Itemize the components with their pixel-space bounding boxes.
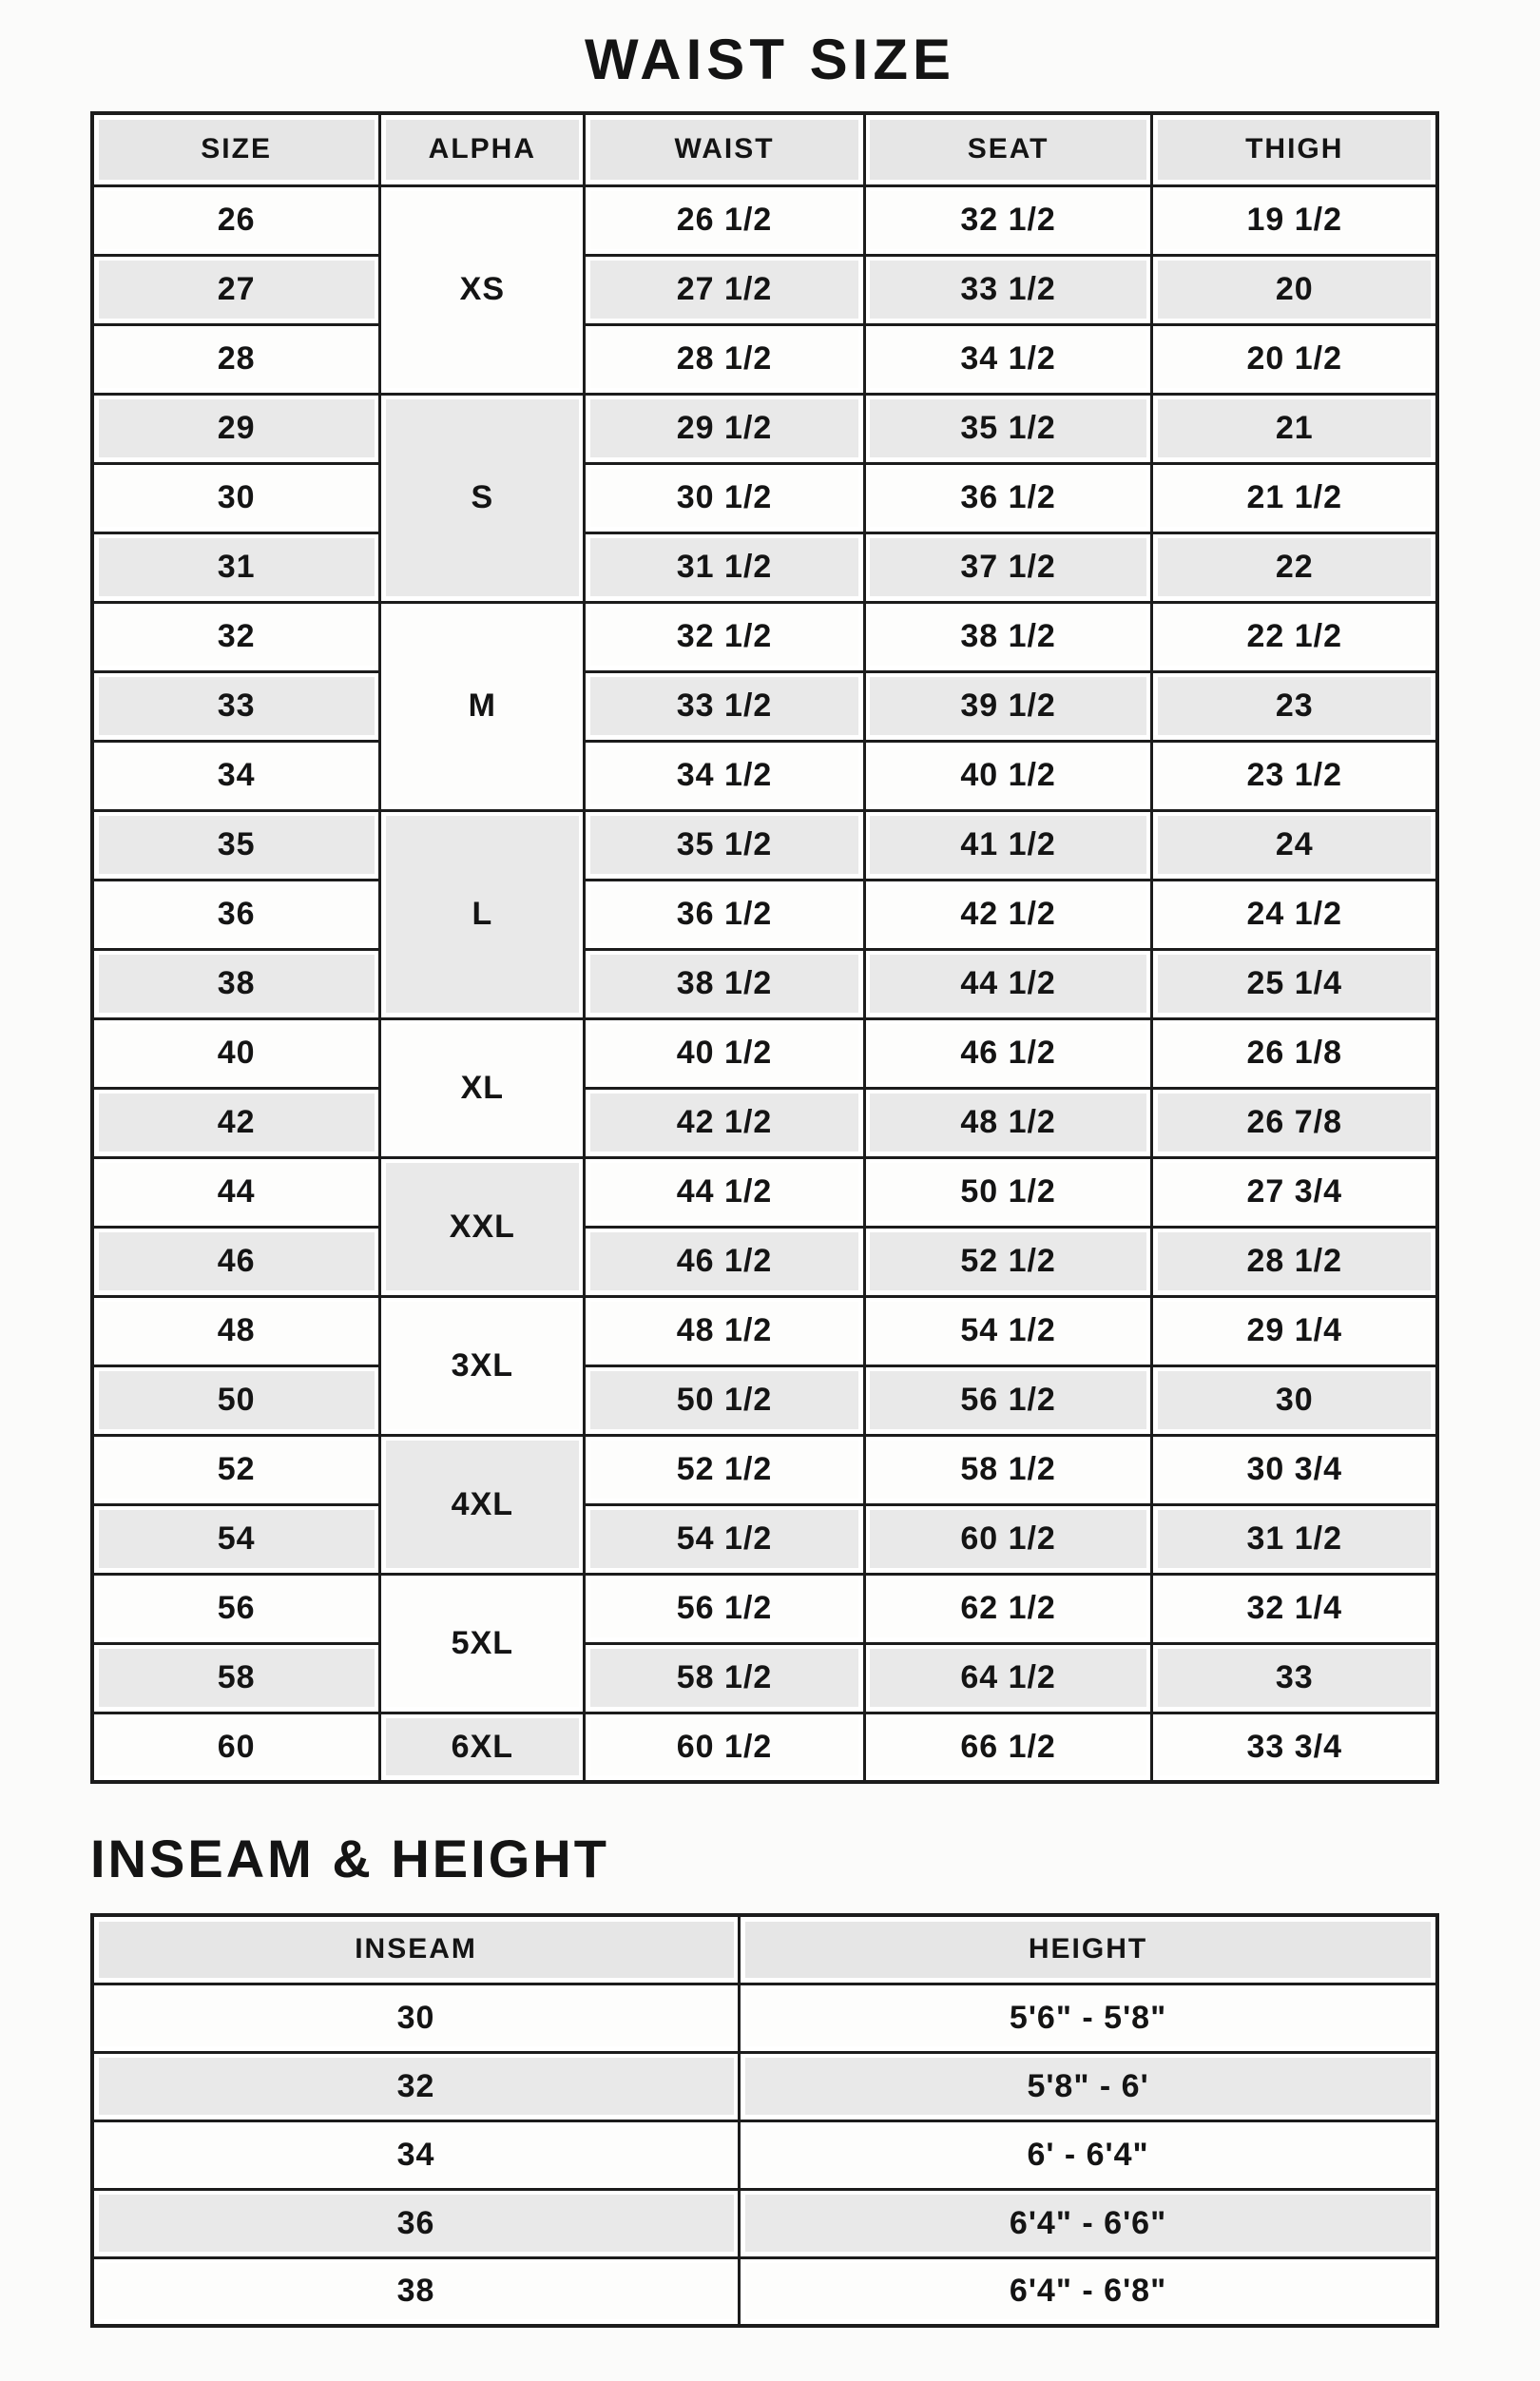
waist-row-27: [92, 255, 1437, 324]
waist-cell: 40 1/2: [585, 1018, 864, 1088]
waist-cell: 44 1/2: [585, 1157, 864, 1227]
waist-row-50: [92, 1365, 1437, 1435]
waist-row-35: [92, 810, 1437, 880]
thigh-cell: 21 1/2: [1152, 463, 1437, 532]
waist-row-29: [92, 394, 1437, 463]
alpha-cell: XL: [380, 1018, 585, 1157]
height-cell: 6'4" - 6'6": [740, 2189, 1437, 2257]
size-cell: 60: [92, 1713, 380, 1782]
inseam-row-36: [92, 2189, 1437, 2257]
thigh-cell: 28 1/2: [1152, 1227, 1437, 1296]
thigh-cell: 25 1/4: [1152, 949, 1437, 1018]
size-cell: 58: [92, 1643, 380, 1713]
waist-row-60: [92, 1713, 1437, 1782]
size-cell: 46: [92, 1227, 380, 1296]
waist-row-42: [92, 1088, 1437, 1157]
waist-col-header-size: SIZE: [92, 113, 380, 185]
thigh-cell: 33: [1152, 1643, 1437, 1713]
waist-cell: 27 1/2: [585, 255, 864, 324]
inseam-col-header-inseam: INSEAM: [92, 1915, 740, 1984]
alpha-cell: S: [380, 394, 585, 602]
inseam-cell: 30: [92, 1984, 740, 2052]
waist-row-38: [92, 949, 1437, 1018]
thigh-cell: 31 1/2: [1152, 1504, 1437, 1574]
alpha-cell: 6XL: [380, 1713, 585, 1782]
seat-cell: 56 1/2: [864, 1365, 1152, 1435]
waist-cell: 58 1/2: [585, 1643, 864, 1713]
seat-cell: 48 1/2: [864, 1088, 1152, 1157]
size-cell: 27: [92, 255, 380, 324]
waist-row-31: [92, 532, 1437, 602]
waist-cell: 30 1/2: [585, 463, 864, 532]
thigh-cell: 33 3/4: [1152, 1713, 1437, 1782]
size-cell: 44: [92, 1157, 380, 1227]
size-cell: 40: [92, 1018, 380, 1088]
seat-cell: 32 1/2: [864, 185, 1152, 255]
seat-cell: 38 1/2: [864, 602, 1152, 671]
inseam-cell: 32: [92, 2052, 740, 2120]
size-cell: 35: [92, 810, 380, 880]
waist-row-54: [92, 1504, 1437, 1574]
waist-row-44: [92, 1157, 1437, 1227]
size-cell: 36: [92, 880, 380, 949]
waist-cell: 31 1/2: [585, 532, 864, 602]
waist-cell: 42 1/2: [585, 1088, 864, 1157]
size-cell: 32: [92, 602, 380, 671]
inseam-cell: 38: [92, 2257, 740, 2326]
alpha-cell: L: [380, 810, 585, 1018]
thigh-cell: 23 1/2: [1152, 741, 1437, 810]
size-cell: 31: [92, 532, 380, 602]
waist-row-34: [92, 741, 1437, 810]
size-cell: 29: [92, 394, 380, 463]
alpha-cell: XXL: [380, 1157, 585, 1296]
alpha-cell: 4XL: [380, 1435, 585, 1574]
seat-cell: 40 1/2: [864, 741, 1152, 810]
waist-row-40: [92, 1018, 1437, 1088]
waist-row-56: [92, 1574, 1437, 1643]
waist-cell: 35 1/2: [585, 810, 864, 880]
inseam-col-header-height: HEIGHT: [740, 1915, 1437, 1984]
thigh-cell: 19 1/2: [1152, 185, 1437, 255]
seat-cell: 62 1/2: [864, 1574, 1152, 1643]
seat-cell: 41 1/2: [864, 810, 1152, 880]
seat-cell: 58 1/2: [864, 1435, 1152, 1504]
thigh-cell: 20: [1152, 255, 1437, 324]
waist-cell: 60 1/2: [585, 1713, 864, 1782]
inseam-row-38: [92, 2257, 1437, 2326]
waist-col-header-seat: SEAT: [864, 113, 1152, 185]
inseam-cell: 34: [92, 2120, 740, 2189]
seat-cell: 60 1/2: [864, 1504, 1152, 1574]
thigh-cell: 30: [1152, 1365, 1437, 1435]
waist-cell: 32 1/2: [585, 602, 864, 671]
seat-cell: 66 1/2: [864, 1713, 1152, 1782]
waist-cell: 56 1/2: [585, 1574, 864, 1643]
waist-cell: 52 1/2: [585, 1435, 864, 1504]
waist-row-52: [92, 1435, 1437, 1504]
waist-cell: 48 1/2: [585, 1296, 864, 1365]
waist-cell: 50 1/2: [585, 1365, 864, 1435]
alpha-cell: M: [380, 602, 585, 810]
waist-row-46: [92, 1227, 1437, 1296]
thigh-cell: 22: [1152, 532, 1437, 602]
size-cell: 28: [92, 324, 380, 394]
seat-cell: 54 1/2: [864, 1296, 1152, 1365]
waist-row-32: [92, 602, 1437, 671]
waist-cell: 33 1/2: [585, 671, 864, 741]
waist-row-28: [92, 324, 1437, 394]
size-cell: 54: [92, 1504, 380, 1574]
waist-row-36: [92, 880, 1437, 949]
seat-cell: 46 1/2: [864, 1018, 1152, 1088]
waist-cell: 28 1/2: [585, 324, 864, 394]
thigh-cell: 24: [1152, 810, 1437, 880]
alpha-cell: XS: [380, 185, 585, 394]
seat-cell: 37 1/2: [864, 532, 1152, 602]
inseam-header-row: [92, 1915, 1437, 1984]
thigh-cell: 27 3/4: [1152, 1157, 1437, 1227]
waist-col-header-thigh: THIGH: [1152, 113, 1437, 185]
size-cell: 33: [92, 671, 380, 741]
waist-cell: 36 1/2: [585, 880, 864, 949]
size-cell: 56: [92, 1574, 380, 1643]
height-cell: 5'6" - 5'8": [740, 1984, 1437, 2052]
waist-cell: 38 1/2: [585, 949, 864, 1018]
seat-cell: 64 1/2: [864, 1643, 1152, 1713]
inseam-height-section-title: INSEAM & HEIGHT: [90, 1829, 609, 1888]
size-cell: 26: [92, 185, 380, 255]
waist-cell: 29 1/2: [585, 394, 864, 463]
inseam-height-table: [90, 1913, 1439, 2328]
size-cell: 48: [92, 1296, 380, 1365]
thigh-cell: 21: [1152, 394, 1437, 463]
seat-cell: 44 1/2: [864, 949, 1152, 1018]
size-cell: 42: [92, 1088, 380, 1157]
alpha-cell: 5XL: [380, 1574, 585, 1713]
thigh-cell: 23: [1152, 671, 1437, 741]
inseam-row-32: [92, 2052, 1437, 2120]
size-cell: 52: [92, 1435, 380, 1504]
thigh-cell: 26 1/8: [1152, 1018, 1437, 1088]
waist-cell: 46 1/2: [585, 1227, 864, 1296]
waist-cell: 34 1/2: [585, 741, 864, 810]
waist-row-48: [92, 1296, 1437, 1365]
seat-cell: 33 1/2: [864, 255, 1152, 324]
seat-cell: 34 1/2: [864, 324, 1152, 394]
height-cell: 6' - 6'4": [740, 2120, 1437, 2189]
alpha-cell: 3XL: [380, 1296, 585, 1435]
thigh-cell: 20 1/2: [1152, 324, 1437, 394]
seat-cell: 50 1/2: [864, 1157, 1152, 1227]
thigh-cell: 22 1/2: [1152, 602, 1437, 671]
size-cell: 30: [92, 463, 380, 532]
waist-cell: 26 1/2: [585, 185, 864, 255]
thigh-cell: 32 1/4: [1152, 1574, 1437, 1643]
thigh-cell: 30 3/4: [1152, 1435, 1437, 1504]
size-cell: 50: [92, 1365, 380, 1435]
size-cell: 38: [92, 949, 380, 1018]
height-cell: 6'4" - 6'8": [740, 2257, 1437, 2326]
waist-row-30: [92, 463, 1437, 532]
seat-cell: 52 1/2: [864, 1227, 1152, 1296]
waist-row-58: [92, 1643, 1437, 1713]
waist-col-header-alpha: ALPHA: [380, 113, 585, 185]
seat-cell: 39 1/2: [864, 671, 1152, 741]
thigh-cell: 26 7/8: [1152, 1088, 1437, 1157]
waist-row-26: [92, 185, 1437, 255]
inseam-row-30: [92, 1984, 1437, 2052]
inseam-cell: 36: [92, 2189, 740, 2257]
height-cell: 5'8" - 6': [740, 2052, 1437, 2120]
waist-col-header-waist: WAIST: [585, 113, 864, 185]
seat-cell: 42 1/2: [864, 880, 1152, 949]
thigh-cell: 29 1/4: [1152, 1296, 1437, 1365]
inseam-row-34: [92, 2120, 1437, 2189]
seat-cell: 36 1/2: [864, 463, 1152, 532]
waist-row-33: [92, 671, 1437, 741]
page-title: WAIST SIZE: [584, 28, 956, 91]
seat-cell: 35 1/2: [864, 394, 1152, 463]
waist-size-table: [90, 111, 1439, 1784]
size-cell: 34: [92, 741, 380, 810]
thigh-cell: 24 1/2: [1152, 880, 1437, 949]
waist-header-row: [92, 113, 1437, 185]
waist-cell: 54 1/2: [585, 1504, 864, 1574]
